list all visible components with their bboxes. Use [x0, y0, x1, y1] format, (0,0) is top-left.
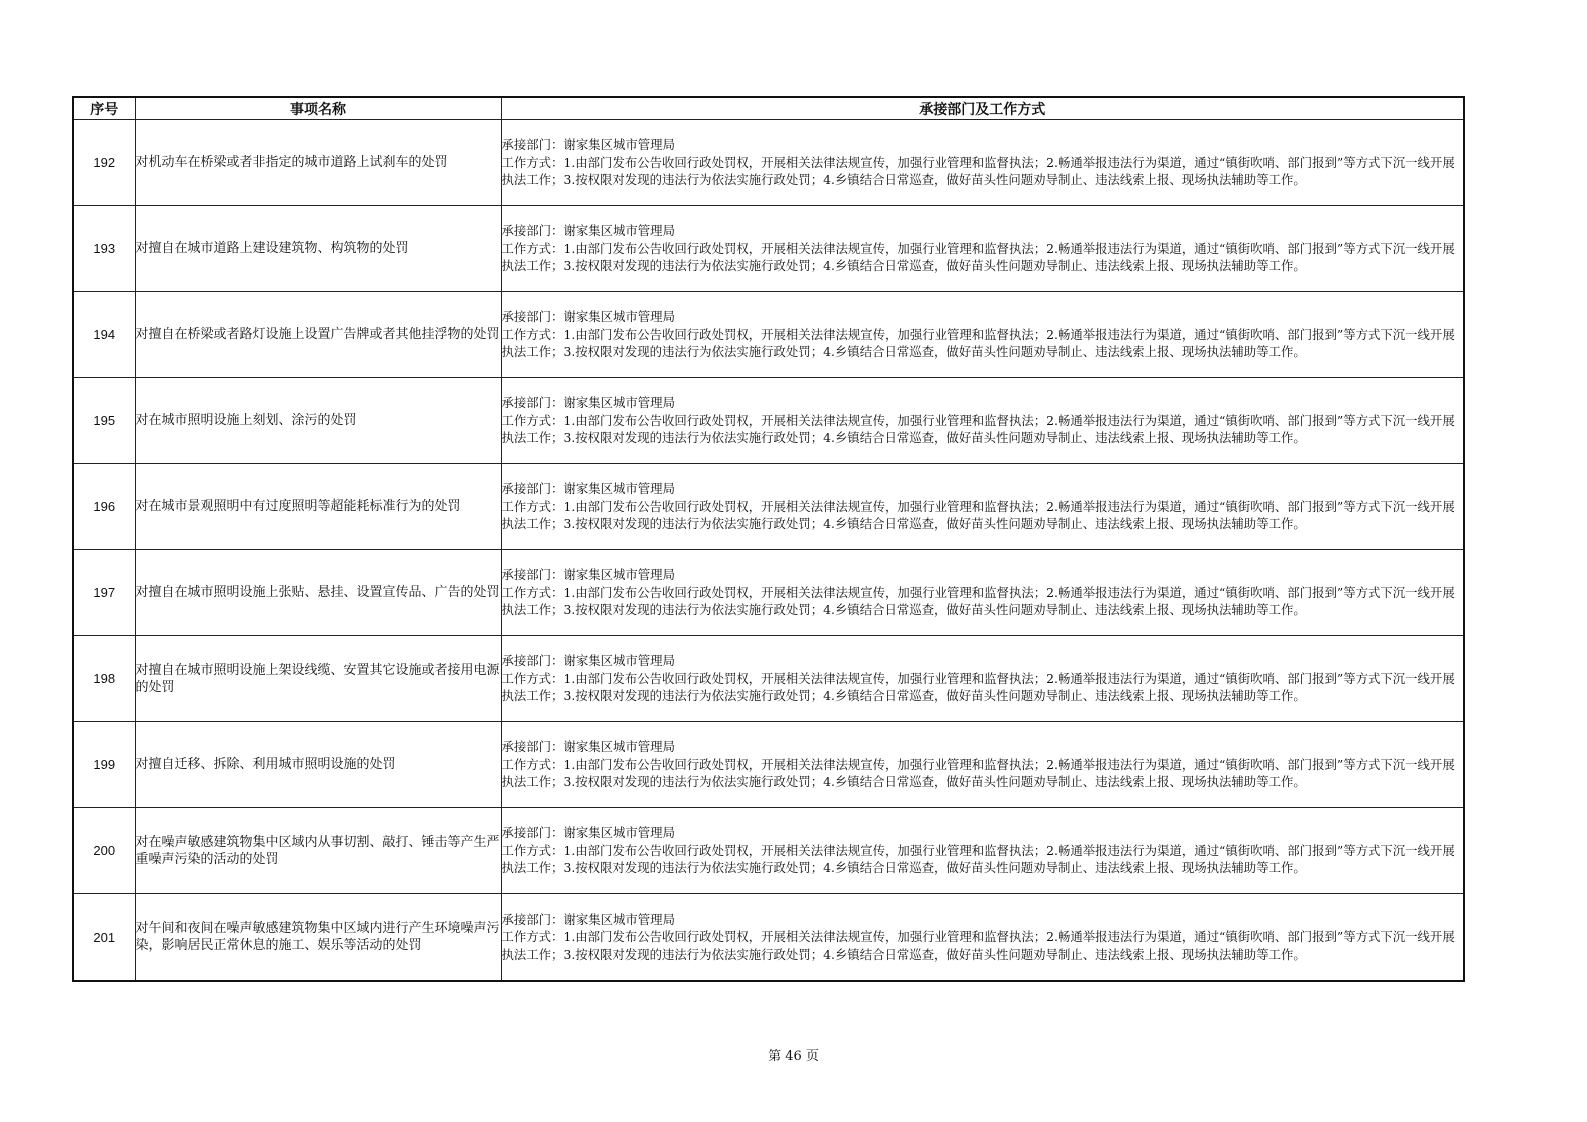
table-row — [73, 292, 1464, 378]
row-detail — [501, 464, 1464, 550]
row-item-name: 对机动车在桥梁或者非指定的城市道路上试刹车的处罚 — [135, 120, 501, 206]
row-item-name: 对擅自在城市照明设施上架设线缆、安置其它设施或者接用电源的处罚 — [135, 636, 501, 722]
row-seq: 196 — [73, 464, 135, 550]
table-row — [73, 894, 1464, 982]
row-item-name: 对在城市景观照明中有过度照明等超能耗标准行为的处罚 — [135, 464, 501, 550]
row-method: 工作方式：1.由部门发布公告收回行政处罚权，开展相关法律法规宣传，加强行业管理和监督执法；2.畅通举报违法行为渠道，通过“镇街吹哨、部门报到”等方式下沉一线开展执法工作；3.按权限对发现的违法行为依法实施行政处罚；4.乡镇结合日常巡查，做好苗头性问题劝导制止、违法线索上报、现场执法辅助等工作。 — [501, 929, 1455, 962]
row-dept: 承接部门：谢家集区城市管理局 — [501, 911, 675, 927]
row-seq: 198 — [73, 636, 135, 722]
row-item-name: 对擅自在城市照明设施上张贴、悬挂、设置宣传品、广告的处罚 — [135, 550, 501, 636]
row-dept: 承接部门：谢家集区城市管理局 — [501, 825, 675, 841]
row-method: 工作方式：1.由部门发布公告收回行政处罚权，开展相关法律法规宣传，加强行业管理和监督执法；2.畅通举报违法行为渠道，通过“镇街吹哨、部门报到”等方式下沉一线开展执法工作；3.按权限对发现的违法行为依法实施行政处罚；4.乡镇结合日常巡查，做好苗头性问题劝导制止、违法线索上报、现场执法辅助等工作。 — [501, 240, 1455, 274]
row-detail — [501, 550, 1464, 636]
row-dept: 承接部门：谢家集区城市管理局 — [501, 137, 675, 153]
row-method: 工作方式：1.由部门发布公告收回行政处罚权，开展相关法律法规宣传，加强行业管理和监督执法；2.畅通举报违法行为渠道，通过“镇街吹哨、部门报到”等方式下沉一线开展执法工作；3.按权限对发现的违法行为依法实施行政处罚；4.乡镇结合日常巡查，做好苗头性问题劝导制止、违法线索上报、现场执法辅助等工作。 — [501, 326, 1455, 360]
row-dept: 承接部门：谢家集区城市管理局 — [501, 395, 675, 411]
row-detail — [501, 722, 1464, 808]
row-seq: 195 — [73, 378, 135, 464]
table-row — [73, 120, 1464, 206]
row-dept: 承接部门：谢家集区城市管理局 — [501, 653, 675, 669]
row-method: 工作方式：1.由部门发布公告收回行政处罚权，开展相关法律法规宣传，加强行业管理和监督执法；2.畅通举报违法行为渠道，通过“镇街吹哨、部门报到”等方式下沉一线开展执法工作；3.按权限对发现的违法行为依法实施行政处罚；4.乡镇结合日常巡查，做好苗头性问题劝导制止、违法线索上报、现场执法辅助等工作。 — [501, 756, 1455, 790]
table-row — [73, 808, 1464, 894]
row-detail — [501, 636, 1464, 722]
row-dept: 承接部门：谢家集区城市管理局 — [501, 223, 675, 239]
row-item-name: 对在噪声敏感建筑物集中区域内从事切割、敲打、锤击等产生严重噪声污染的活动的处罚 — [135, 808, 501, 894]
row-seq: 192 — [73, 120, 135, 206]
header-dept-method: 承接部门及工作方式 — [501, 97, 1464, 120]
table-header-row — [73, 97, 1464, 120]
header-name: 事项名称 — [135, 97, 501, 120]
row-method: 工作方式：1.由部门发布公告收回行政处罚权，开展相关法律法规宣传，加强行业管理和监督执法；2.畅通举报违法行为渠道，通过“镇街吹哨、部门报到”等方式下沉一线开展执法工作；3.按权限对发现的违法行为依法实施行政处罚；4.乡镇结合日常巡查，做好苗头性问题劝导制止、违法线索上报、现场执法辅助等工作。 — [501, 670, 1455, 704]
items-table — [72, 96, 1465, 982]
table-row — [73, 206, 1464, 292]
header-seq: 序号 — [73, 97, 135, 120]
row-detail — [501, 292, 1464, 378]
table-row — [73, 636, 1464, 722]
table-row — [73, 464, 1464, 550]
row-detail — [501, 894, 1464, 982]
row-item-name: 对擅自在城市道路上建设建筑物、构筑物的处罚 — [135, 206, 501, 292]
row-seq: 194 — [73, 292, 135, 378]
row-item-name: 对午间和夜间在噪声敏感建筑物集中区域内进行产生环境噪声污染，影响居民正常休息的施工、娱乐等活动的处罚 — [135, 894, 501, 982]
row-item-name: 对擅自在桥梁或者路灯设施上设置广告牌或者其他挂浮物的处罚 — [135, 292, 501, 378]
row-method: 工作方式：1.由部门发布公告收回行政处罚权，开展相关法律法规宣传，加强行业管理和监督执法；2.畅通举报违法行为渠道，通过“镇街吹哨、部门报到”等方式下沉一线开展执法工作；3.按权限对发现的违法行为依法实施行政处罚；4.乡镇结合日常巡查，做好苗头性问题劝导制止、违法线索上报、现场执法辅助等工作。 — [501, 498, 1455, 532]
row-dept: 承接部门：谢家集区城市管理局 — [501, 739, 675, 755]
row-dept: 承接部门：谢家集区城市管理局 — [501, 481, 675, 497]
row-item-name: 对在城市照明设施上刻划、涂污的处罚 — [135, 378, 501, 464]
row-seq: 200 — [73, 808, 135, 894]
row-method: 工作方式：1.由部门发布公告收回行政处罚权，开展相关法律法规宣传，加强行业管理和监督执法；2.畅通举报违法行为渠道，通过“镇街吹哨、部门报到”等方式下沉一线开展执法工作；3.按权限对发现的违法行为依法实施行政处罚；4.乡镇结合日常巡查，做好苗头性问题劝导制止、违法线索上报、现场执法辅助等工作。 — [501, 154, 1455, 188]
row-detail — [501, 378, 1464, 464]
row-method: 工作方式：1.由部门发布公告收回行政处罚权，开展相关法律法规宣传，加强行业管理和监督执法；2.畅通举报违法行为渠道，通过“镇街吹哨、部门报到”等方式下沉一线开展执法工作；3.按权限对发现的违法行为依法实施行政处罚；4.乡镇结合日常巡查，做好苗头性问题劝导制止、违法线索上报、现场执法辅助等工作。 — [501, 842, 1455, 876]
row-seq: 199 — [73, 722, 135, 808]
table-row — [73, 378, 1464, 464]
table-row — [73, 722, 1464, 808]
row-dept: 承接部门：谢家集区城市管理局 — [501, 567, 675, 583]
row-detail — [501, 120, 1464, 206]
row-detail — [501, 206, 1464, 292]
row-seq: 201 — [73, 894, 135, 982]
row-dept: 承接部门：谢家集区城市管理局 — [501, 309, 675, 325]
page-number: 第 46 页 — [768, 1049, 819, 1064]
row-method: 工作方式：1.由部门发布公告收回行政处罚权，开展相关法律法规宣传，加强行业管理和监督执法；2.畅通举报违法行为渠道，通过“镇街吹哨、部门报到”等方式下沉一线开展执法工作；3.按权限对发现的违法行为依法实施行政处罚；4.乡镇结合日常巡查，做好苗头性问题劝导制止、违法线索上报、现场执法辅助等工作。 — [501, 584, 1455, 618]
row-method: 工作方式：1.由部门发布公告收回行政处罚权，开展相关法律法规宣传，加强行业管理和监督执法；2.畅通举报违法行为渠道，通过“镇街吹哨、部门报到”等方式下沉一线开展执法工作；3.按权限对发现的违法行为依法实施行政处罚；4.乡镇结合日常巡查，做好苗头性问题劝导制止、违法线索上报、现场执法辅助等工作。 — [501, 412, 1455, 446]
row-detail — [501, 808, 1464, 894]
table-row — [73, 550, 1464, 636]
row-seq: 197 — [73, 550, 135, 636]
row-seq: 193 — [73, 206, 135, 292]
row-item-name: 对擅自迁移、拆除、利用城市照明设施的处罚 — [135, 722, 501, 808]
